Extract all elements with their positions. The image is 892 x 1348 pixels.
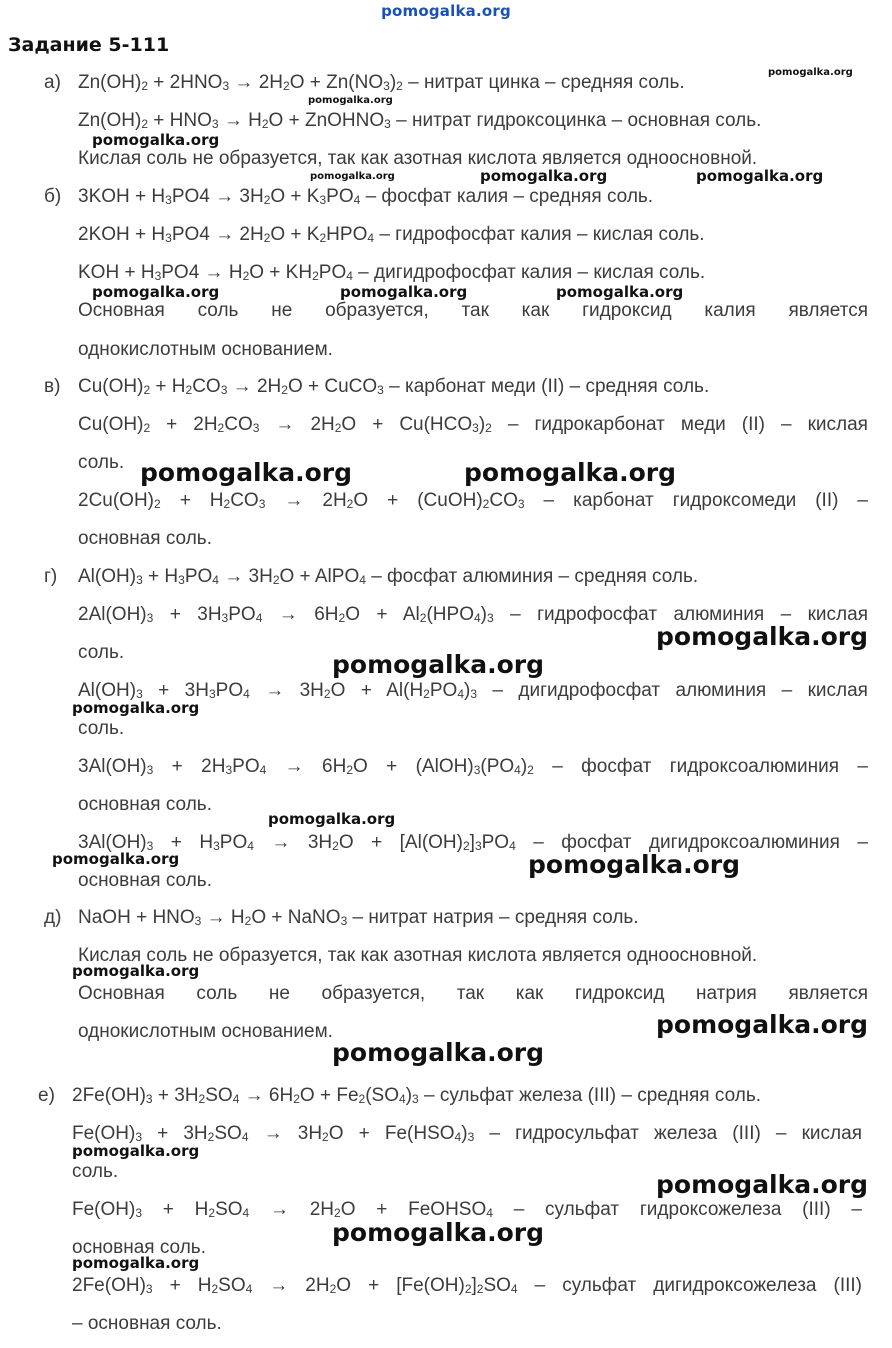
text-line: однокислотным основанием. <box>78 1021 333 1042</box>
subscript: 3 <box>146 611 154 625</box>
subscript: 4 <box>247 839 254 853</box>
equation-line: $Cu(OH)_2 + H_2CO_3 \to 2H_2O$ + CuCO$_3$ – карбонат меди (II) – средняя соль. <box>78 376 710 397</box>
subscript: 3 <box>222 79 230 93</box>
text-line: соль. <box>78 642 125 663</box>
watermark: pomogalka.org <box>556 283 684 301</box>
equation-line: $2Fe(OH)_3 + 3H_2SO_4 \to 6H_2O + Fe_2(SO_4)_3$ – сульфат железа (III) – средняя соль. <box>72 1085 761 1106</box>
watermark: pomogalka.org <box>308 95 393 106</box>
subscript: 2 <box>211 1282 219 1296</box>
subscript: 2 <box>223 497 231 511</box>
subscript: 4 <box>486 1206 493 1220</box>
equation-line: $3KOH + H_3PO4 \to 3H_2O + K_3PO_4$ – фосфат калия – средняя соль. <box>78 186 654 207</box>
subscript: 3 <box>474 839 482 853</box>
watermark: pomogalka.org <box>72 1254 200 1272</box>
text-line: Основная соль не образуется, так как гидроксид калия является <box>78 300 868 321</box>
subscript: 3 <box>220 383 228 397</box>
subscript: 2 <box>263 231 271 245</box>
watermark: pomogalka.org <box>72 962 200 980</box>
text-line: основная соль. <box>78 794 212 815</box>
subscript: 4 <box>245 1282 253 1296</box>
subscript: 2 <box>208 1206 216 1220</box>
watermark: pomogalka.org <box>92 283 220 301</box>
subscript: 3 <box>319 193 327 207</box>
watermark: pomogalka.org <box>72 699 200 717</box>
equation-line: $3Al(OH)_3 + H_3PO_4 \to 3H_2O + [Al(OH)_2]_3PO_4$ – фосфат дигидроксоалюминия – <box>78 832 868 853</box>
subscript: 3 <box>473 763 481 777</box>
subscript: 4 <box>353 193 361 207</box>
section-b-label: б) <box>44 186 62 207</box>
subscript: 3 <box>154 269 162 283</box>
subscript: 3 <box>194 914 202 928</box>
section-e-label: е) <box>38 1085 55 1106</box>
watermark: pomogalka.org <box>332 650 545 679</box>
subscript: 2 <box>423 687 430 701</box>
subscript: 2 <box>272 573 280 587</box>
subscript: 4 <box>510 1282 518 1296</box>
subscript: 2 <box>462 839 470 853</box>
subscript: 2 <box>358 1092 366 1106</box>
watermark: pomogalka.org <box>656 1170 869 1199</box>
watermark: pomogalka.org <box>52 850 180 868</box>
subscript: 2 <box>332 839 339 853</box>
subscript: 3 <box>258 497 266 511</box>
equation-line: $Al(OH)_3 + H_3PO_4 \to 3H_2O$ + AlPO$_4$ – фосфат алюминия – средняя соль. <box>78 566 699 587</box>
subscript: 2 <box>263 193 271 207</box>
subscript: 2 <box>217 421 225 435</box>
watermark: pomogalka.org <box>768 67 853 78</box>
watermark: pomogalka.org <box>332 1038 545 1067</box>
subscript: 2 <box>346 497 354 511</box>
subscript: 3 <box>412 1092 419 1106</box>
subscript: 4 <box>457 687 464 701</box>
text-line: соль. <box>78 452 125 473</box>
subscript: 2 <box>244 914 252 928</box>
subscript: 2 <box>322 1130 329 1144</box>
subscript: 4 <box>243 687 250 701</box>
section-g-label: г) <box>44 566 58 587</box>
text-line: основная соль. <box>78 870 212 891</box>
text-line: однокислотным основанием. <box>78 339 333 360</box>
subscript: 3 <box>146 839 154 853</box>
subscript: 3 <box>165 193 172 207</box>
subscript: 3 <box>383 79 390 93</box>
subscript: 2 <box>143 383 151 397</box>
watermark: pomogalka.org <box>340 283 468 301</box>
subscript: 4 <box>212 573 219 587</box>
equation-line: $2Cu(OH)_2 + H_2CO_3 \to 2H_2O$ + $(CuOH)_2CO_3$ – карбонат гидроксомеди (II) – <box>78 490 868 511</box>
subscript: 4 <box>367 231 375 245</box>
subscript: 2 <box>281 383 288 397</box>
text-line: Кислая соль не образуется, так как азотная кислота является одноосновной. <box>78 945 758 966</box>
subscript: 2 <box>329 1282 337 1296</box>
subscript: 3 <box>145 1092 153 1106</box>
subscript: 2 <box>207 1130 215 1144</box>
watermark: pomogalka.org <box>696 167 824 185</box>
equation-line: $Cu(OH)_2 + 2H_2CO_3 \to 2H_2O + Cu(HCO_3)_2$ – гидрокарбонат меди (II) – кислая <box>78 414 868 435</box>
watermark: pomogalka.org <box>480 167 608 185</box>
subscript: 3 <box>377 383 384 397</box>
subscript: 2 <box>143 421 151 435</box>
subscript: 4 <box>473 611 481 625</box>
subscript: 4 <box>359 573 366 587</box>
watermark: pomogalka.org <box>268 810 396 828</box>
subscript: 2 <box>154 497 161 511</box>
text-line: соль. <box>72 1161 119 1182</box>
section-d-label: д) <box>44 907 62 928</box>
subscript: 2 <box>419 611 427 625</box>
subscript: 2 <box>346 763 354 777</box>
subscript: 3 <box>225 763 233 777</box>
subscript: 4 <box>454 1130 462 1144</box>
subscript: 2 <box>141 79 149 93</box>
site-header-watermark: pomogalka.org <box>381 2 511 20</box>
subscript: 2 <box>396 79 403 93</box>
equation-line: $2KOH + H_3PO4 \to 2H_2O + K_2HPO_4$ – гидрофосфат калия – кислая соль. <box>78 224 705 245</box>
subscript: 2 <box>527 763 534 777</box>
subscript: 3 <box>213 839 220 853</box>
subscript: 3 <box>470 687 478 701</box>
subscript: 3 <box>517 497 525 511</box>
subscript: 3 <box>208 687 216 701</box>
subscript: 3 <box>486 611 494 625</box>
subscript: 2 <box>476 1282 484 1296</box>
subscript: 3 <box>135 1130 143 1144</box>
subscript: 3 <box>340 914 348 928</box>
watermark: pomogalka.org <box>464 458 677 487</box>
watermark: pomogalka.org <box>92 131 220 149</box>
subscript: 3 <box>384 117 391 131</box>
text-line: основная соль. <box>78 528 212 549</box>
subscript: 4 <box>241 1130 249 1144</box>
subscript: 2 <box>319 231 327 245</box>
subscript: 4 <box>514 763 521 777</box>
equation-line: $2Al(OH)_3 + 3H_3PO_4 \to 6H_2O + Al_2(HPO_4)_3$ – гидрофосфат алюминия – кислая <box>78 604 868 625</box>
subscript: 3 <box>145 1282 153 1296</box>
watermark: pomogalka.org <box>72 1142 200 1160</box>
subscript: 4 <box>399 1092 406 1106</box>
subscript: 2 <box>242 269 250 283</box>
subscript: 2 <box>185 383 193 397</box>
equation-line: $3Al(OH)_3 + 2H_3PO_4 \to 6H_2O$ + $(AlOH)_3(PO_4)_2$ – фосфат гидроксоалюминия – <box>78 756 868 777</box>
watermark: pomogalka.org <box>332 1218 545 1247</box>
section-a-label: а) <box>44 72 61 93</box>
subscript: 2 <box>338 611 346 625</box>
equation-line: $Zn(OH)_2 + HNO_3 \to H_2O$ + ZnOHNO$_3$ – нитрат гидроксоцинка – основная соль. <box>78 110 762 131</box>
subscript: 2 <box>334 1206 341 1220</box>
watermark: pomogalka.org <box>528 850 741 879</box>
subscript: 3 <box>252 421 260 435</box>
equation-line: $Al(OH)_3 + 3H_3PO_4 \to 3H_2O + Al(H_2PO_4)_3$ – дигидрофосфат алюминия – кислая <box>78 680 868 701</box>
text-line: основная соль. <box>72 1237 206 1258</box>
subscript: 3 <box>146 763 154 777</box>
subscript: 3 <box>221 611 229 625</box>
subscript: 3 <box>211 117 219 131</box>
watermark: pomogalka.org <box>656 622 869 651</box>
subscript: 2 <box>198 1092 206 1106</box>
equation-line: $Fe(OH)_3 + 3H_2SO_4 \to 3H_2O + Fe(HSO_4)_3$ – гидросульфат железа (III) – кислая <box>72 1123 862 1144</box>
subscript: 2 <box>141 117 149 131</box>
subscript: 4 <box>232 1092 240 1106</box>
equation-line: $Zn(OH)_2 + 2HNO_3 \to 2H_2O + Zn(NO_3)_2$ – нитрат цинка – средняя соль. <box>78 72 685 93</box>
subscript: 3 <box>135 1206 143 1220</box>
subscript: 3 <box>165 231 172 245</box>
subscript: 4 <box>509 839 516 853</box>
text-line: Кислая соль не образуется, так как азотная кислота является одноосновной. <box>78 148 758 169</box>
subscript: 4 <box>242 1206 250 1220</box>
subscript: 3 <box>136 573 143 587</box>
subscript: 2 <box>293 1092 300 1106</box>
subscript: 3 <box>178 573 185 587</box>
text-line: – основная соль. <box>72 1313 222 1334</box>
subscript: 2 <box>261 117 269 131</box>
equation-line: $2Fe(OH)_3 + H_2SO_4 \to 2H_2O + [Fe(OH)_2]_2SO_4$ – сульфат дигидроксожелеза (III) <box>72 1275 862 1296</box>
text-line: соль. <box>78 718 125 739</box>
subscript: 2 <box>485 421 492 435</box>
task-title: Задание 5-111 <box>8 34 170 56</box>
subscript: 2 <box>283 79 290 93</box>
subscript: 2 <box>334 421 342 435</box>
equation-line: KOH + $H_3PO4 \to H_2O + KH_2PO_4$ – дигидрофосфат калия – кислая соль. <box>78 262 706 283</box>
subscript: 4 <box>255 611 263 625</box>
subscript: 2 <box>323 687 331 701</box>
subscript: 2 <box>312 269 319 283</box>
subscript: 4 <box>259 763 267 777</box>
subscript: 3 <box>472 421 479 435</box>
watermark: pomogalka.org <box>140 458 353 487</box>
text-line: Основная соль не образуется, так как гидроксид натрия является <box>78 983 868 1004</box>
subscript: 3 <box>467 1130 475 1144</box>
section-v-label: в) <box>44 376 61 397</box>
subscript: 4 <box>346 269 353 283</box>
subscript: 2 <box>482 497 490 511</box>
subscript: 2 <box>464 1282 472 1296</box>
watermark: pomogalka.org <box>310 171 395 182</box>
watermark: pomogalka.org <box>656 1010 869 1039</box>
equation-line: $Fe(OH)_3 + H_2SO_4 \to 2H_2O$ + FeOHSO$_4$ – сульфат гидроксожелеза (III) – <box>72 1199 862 1220</box>
subscript: 3 <box>136 687 143 701</box>
equation-line: NaOH + $HNO_3 \to H_2O$ + NaNO$_3$ – нитрат натрия – средняя соль. <box>78 907 639 928</box>
